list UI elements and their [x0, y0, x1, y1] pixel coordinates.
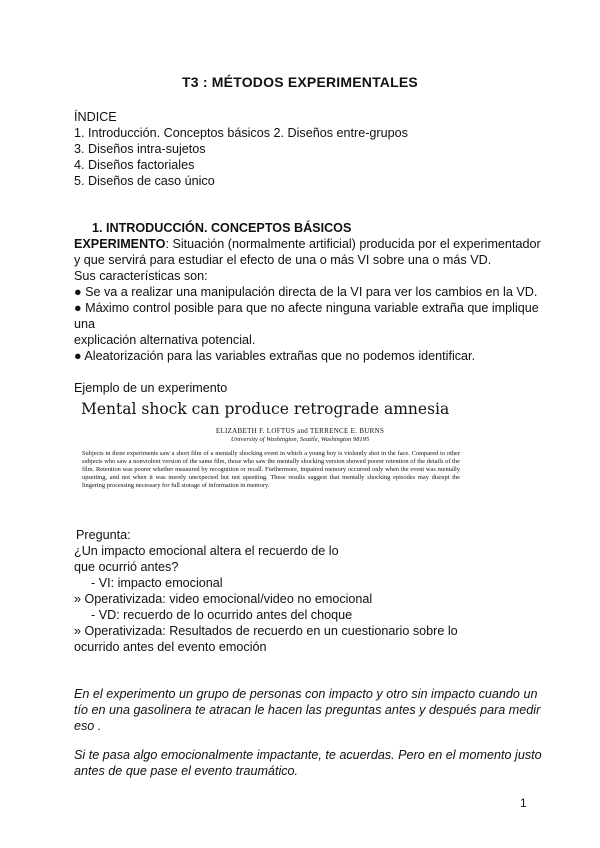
definition-term: EXPERIMENTO: [74, 237, 166, 251]
note-line: eso .: [74, 719, 102, 733]
index-item: 3. Diseños intra-sujetos: [74, 142, 206, 156]
bullet-line: ● Máximo control posible para que no afecte ninguna variable extraña que implique: [74, 301, 539, 315]
paper-title: Mental shock can produce retrograde amnesia: [81, 400, 450, 418]
bullet-line: una: [74, 317, 96, 331]
characteristics-intro: Sus características son:: [74, 269, 208, 283]
paper-affiliation: University of Washington, Seattle, Washington 98195: [230, 436, 370, 443]
page-title: T3 : MÉTODOS EXPERIMENTALES: [182, 74, 418, 90]
section-heading: 1. INTRODUCCIÓN. CONCEPTOS BÁSICOS: [92, 221, 352, 235]
example-label: Ejemplo de un experimento: [74, 381, 228, 395]
index-item: 4. Diseños factoriales: [74, 158, 195, 172]
operationalization-line: » Operativizada: Resultados de recuerdo en un cuestionario sobre lo: [74, 624, 458, 638]
question-line: ¿Un impacto emocional altera el recuerdo de lo: [74, 544, 339, 558]
note-line: antes de que pase el evento traumático.: [74, 764, 299, 778]
question-line: que ocurrió antes?: [74, 560, 179, 574]
page-number: 1: [520, 796, 527, 810]
note-line: Si te pasa algo emocionalmente impactante, te acuerdas. Pero en el momento justo: [74, 748, 542, 762]
note-line: tío en una gasolinera te atracan le hacen las preguntas antes y después para medir: [74, 703, 541, 717]
index-heading: ÍNDICE: [74, 110, 117, 124]
bullet-line: ● Se va a realizar una manipulación directa de la VI para ver los cambios en la VD.: [74, 285, 538, 299]
paper-abstract: Subjects in three experiments saw a short film of a mentally shocking event in which a young boy is violently shot in the face. Compared to other subjects who saw a nonviolent version of the same film, those who saw the mentally shocking version showed poorer retention of the details of the film. Retention was poorer whether measured by recognition or recall. Furthermore, impaired memory occurred only when the event was mentally upsetting, and not when it was merely unexpected but not upsetting. These results suggest that mentally shocking episodes may disrupt the lingering processing necessary for full storage of information in memory.: [82, 450, 460, 490]
paper-authors: ELIZABETH F. LOFTUS and TERRENCE E. BURNS: [215, 427, 385, 435]
note-line: En el experimento un grupo de personas con impacto y otro sin impacto cuando un: [74, 687, 538, 701]
definition-line: [74, 236, 541, 252]
operationalization-line: ocurrido antes del evento emoción: [74, 640, 267, 654]
question-label: Pregunta:: [76, 528, 131, 542]
variable-line: - VD: recuerdo de lo ocurrido antes del choque: [91, 608, 353, 622]
bullet-line: ● Aleatorización para las variables extrañas que no podemos identificar.: [74, 349, 476, 363]
definition-text: : Situación (normalmente artificial) producida por el experimentador: [165, 237, 541, 251]
index-item: 5. Diseños de caso único: [74, 174, 215, 188]
operationalization-line: » Operativizada: video emocional/video no emocional: [74, 592, 373, 606]
definition-line: y que servirá para estudiar el efecto de una o más VI sobre una o más VD.: [74, 253, 492, 267]
index-item: 1. Introducción. Conceptos básicos 2. Diseños entre-grupos: [74, 126, 408, 140]
bullet-line: explicación alternativa potencial.: [74, 333, 256, 347]
variable-line: - VI: impacto emocional: [91, 576, 223, 590]
